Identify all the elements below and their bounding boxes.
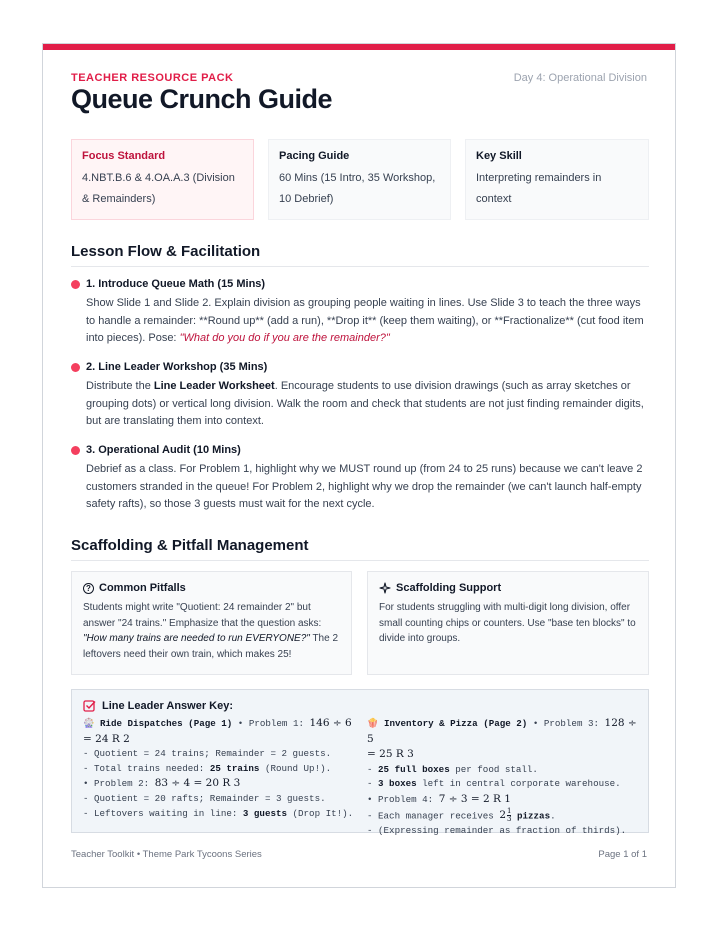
problem-label: • Problem 1: (232, 718, 310, 729)
step-title: 3. Operational Audit (10 Mins) (86, 444, 241, 456)
mixed-whole: 2 (499, 809, 507, 822)
answer-text: - (367, 763, 379, 775)
popcorn-icon: 🍿 (367, 718, 379, 729)
checkbox-icon (83, 699, 96, 712)
day-label: Day 4: Operational Division (513, 72, 647, 84)
math-expression: 146 ÷ 6 (309, 717, 352, 729)
answer-bold: pizzas (511, 810, 551, 822)
step-title: 2. Line Leader Workshop (35 Mins) (86, 361, 268, 373)
bullet-dot-icon (71, 446, 80, 455)
fraction-numerator: 1 (507, 806, 512, 815)
answer-text: - Leftovers waiting in line: (83, 807, 243, 819)
bullet-dot-icon (71, 363, 80, 372)
box-title: Scaffolding Support (396, 582, 502, 594)
answer-bold: 25 trains (209, 762, 260, 774)
answer-bold: 3 guests (242, 807, 287, 819)
page-title: Queue Crunch Guide (71, 84, 333, 114)
focus-standard-card (71, 139, 254, 220)
footer-page-number: Page 1 of 1 (598, 849, 647, 860)
problem-label: • Problem 4: (367, 793, 439, 805)
problem-label: • Problem 3: (527, 718, 605, 729)
card-title: Key Skill (476, 150, 522, 162)
math-expression: 128 ÷ 5 (367, 717, 637, 745)
answer-text: left in central corporate warehouse. (416, 778, 621, 790)
step-body (71, 295, 649, 348)
problem-label: • Problem 2: (83, 778, 155, 790)
problem-line (367, 792, 642, 808)
sparkle-icon (379, 582, 391, 594)
answer-key-right (367, 716, 642, 838)
card-text: 4.NBT.B.6 & 4.OA.A.3 (Division & Remainders) (82, 172, 235, 205)
pitfalls-box (71, 571, 352, 675)
answer-line (83, 762, 358, 777)
answer-text: (Round Up!). (259, 762, 332, 774)
step-text: . Encourage students to use division drawings (such as array sketches or grouping dots) or vertical long division. Walk the room and check that students are not just finding remainder digits, but are translating them into context. (86, 380, 644, 427)
card-text: 60 Mins (15 Intro, 35 Workshop, 10 Debrief) (279, 172, 436, 205)
accent-bar (43, 44, 675, 50)
answer-text: . (550, 810, 556, 822)
math-expression: = 25 R 3 (367, 748, 414, 761)
mixed-number (499, 806, 512, 823)
answer-key-box (71, 689, 649, 836)
step-text: Show Slide 1 and Slide 2. Explain division as grouping people waiting in lines. Use Slide 3 to teach the three ways to handle a remainder: **Round up** (add a run), **Drop it** (keep them waiting), or **Fractionalize** (cut food item into pieces). Pose: (86, 297, 644, 344)
step-2 (71, 361, 649, 431)
divider (71, 560, 649, 561)
scaffolding-support-box (367, 571, 649, 675)
math-expression: = 24 R 2 (83, 732, 130, 745)
step-3 (71, 444, 649, 514)
answer-line: - Quotient = 24 trains; Remainder = 2 guests. (83, 748, 332, 760)
worksheet-page (42, 43, 676, 888)
ferris-wheel-icon: 🎡 (83, 718, 95, 729)
worksheet-name: Line Leader Worksheet (153, 380, 275, 392)
box-text: For students struggling with multi-digit long division, offer small counting chips or counters. Use "base ten blocks" to divide into groups. (379, 602, 636, 644)
answer-line (83, 807, 358, 822)
problem-line (83, 776, 358, 792)
pacing-guide-card (268, 139, 451, 220)
answer-text: per food stall. (449, 763, 538, 775)
question-circle-icon: ? (83, 583, 94, 594)
step-title: 1. Introduce Queue Math (15 Mins) (86, 278, 266, 290)
section-heading: Ride Dispatches (Page 1) (99, 718, 233, 729)
step-quote: "What do you do if you are the remainder?" (179, 332, 390, 344)
step-body (71, 378, 649, 431)
lesson-flow-heading: Lesson Flow & Facilitation (71, 243, 261, 260)
answer-text: - (367, 778, 379, 790)
step-text: Distribute the (86, 380, 154, 392)
answer-text: (Drop It!). (287, 807, 354, 819)
divider (71, 266, 649, 267)
section-heading: Inventory & Pizza (Page 2) (383, 718, 528, 729)
answer-line (367, 777, 642, 792)
scaffolding-heading: Scaffolding & Pitfall Management (71, 537, 309, 554)
footer-series: Teacher Toolkit • Theme Park Tycoons Series (71, 849, 262, 860)
math-expression: 83 ÷ 4 = 20 R 3 (154, 777, 241, 790)
bullet-dot-icon (71, 280, 80, 289)
eyebrow-label: TEACHER RESOURCE PACK (71, 72, 234, 84)
math-expression: 7 ÷ 3 = 2 R 1 (438, 792, 511, 805)
step-body: Debrief as a class. For Problem 1, highlight why we MUST round up (from 24 to 25 runs) because we can't leave 2 customers stranded in the queue! For Problem 2, highlight why we drop the remainder (we can't launch half-empty safety rafts), so those 3 guests must wait for the next cycle. (86, 463, 643, 510)
pitfall-text: The 2 leftovers need their own train, which makes 25! (83, 633, 339, 660)
box-title: Common Pitfalls (99, 582, 186, 594)
answer-key-left (83, 716, 358, 821)
info-cards (71, 139, 649, 220)
card-text: Interpreting remainders in context (476, 172, 602, 205)
answer-line (367, 808, 642, 824)
answer-line: - Quotient = 20 rafts; Remainder = 3 guests. (83, 792, 326, 804)
answer-line: - (Expressing remainder as fraction of thirds). (367, 824, 627, 836)
answer-bold: 3 boxes (378, 778, 417, 790)
pitfall-text: Students might write "Quotient: 24 remainder 2" but answer "24 trains." Emphasize that the question asks: (83, 602, 322, 629)
fraction-denominator: 3 (507, 814, 512, 823)
card-title: Focus Standard (82, 150, 166, 162)
card-title: Pacing Guide (279, 150, 350, 162)
answer-line (367, 763, 642, 778)
answer-key-title: Line Leader Answer Key: (102, 699, 234, 712)
answer-bold: 25 full boxes (378, 763, 450, 775)
answer-text: - Each manager receives (367, 810, 500, 822)
answer-text: - Total trains needed: (83, 762, 210, 774)
box-text (83, 600, 340, 662)
step-1 (71, 278, 649, 348)
pitfall-quote: "How many trains are needed to run EVERYONE?" (83, 633, 310, 644)
key-skill-card (465, 139, 649, 220)
